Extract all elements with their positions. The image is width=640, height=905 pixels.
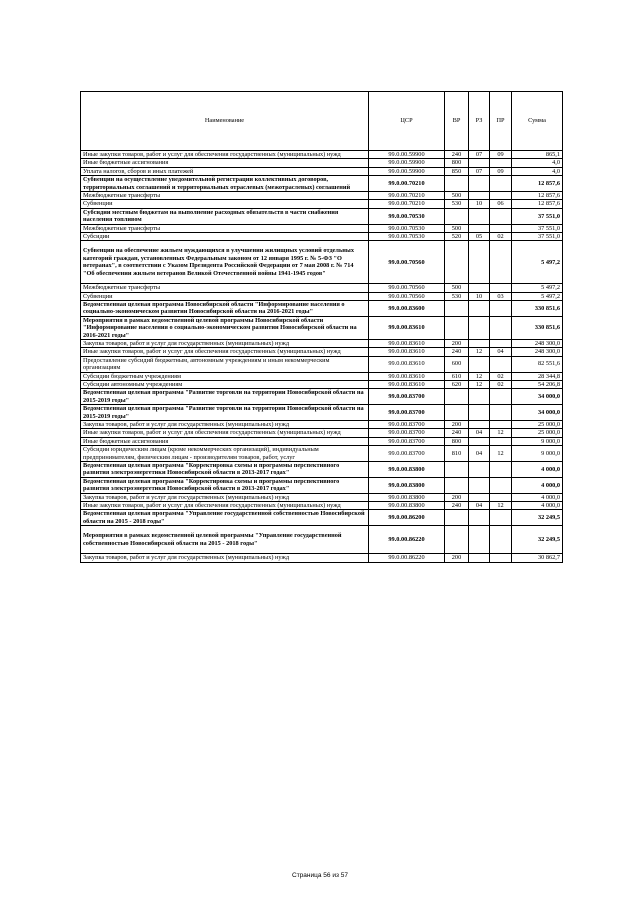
cell-csr: 99.0.00.83700 bbox=[369, 389, 445, 405]
cell-rz: 12 bbox=[469, 372, 490, 380]
cell-rz bbox=[469, 300, 490, 316]
table-header-row bbox=[81, 92, 563, 151]
table-row bbox=[81, 493, 563, 501]
cell-csr: 99.0.00.70560 bbox=[369, 292, 445, 300]
cell-vr bbox=[445, 462, 469, 478]
cell-sum: 248 300,0 bbox=[512, 339, 563, 347]
cell-rz bbox=[469, 159, 490, 167]
cell-sum: 32 249,5 bbox=[512, 526, 563, 554]
table-row bbox=[81, 167, 563, 175]
cell-pr bbox=[490, 284, 512, 292]
cell-rz: 05 bbox=[469, 233, 490, 241]
cell-name: Уплата налогов, сборов и иных платежей bbox=[81, 167, 369, 175]
cell-csr: 99.0.00.86200 bbox=[369, 510, 445, 526]
table-row bbox=[81, 554, 563, 562]
cell-sum: 12 857,6 bbox=[512, 192, 563, 200]
cell-csr: 99.0.00.83700 bbox=[369, 437, 445, 445]
cell-csr: 99.0.00.83700 bbox=[369, 446, 445, 462]
cell-csr: 99.0.00.70210 bbox=[369, 200, 445, 208]
cell-pr: 02 bbox=[490, 233, 512, 241]
cell-sum: 248 300,0 bbox=[512, 348, 563, 356]
cell-pr bbox=[490, 554, 512, 562]
cell-rz bbox=[469, 526, 490, 554]
cell-sum: 330 851,6 bbox=[512, 300, 563, 316]
cell-csr: 99.0.00.70560 bbox=[369, 241, 445, 284]
cell-csr: 99.0.00.70530 bbox=[369, 233, 445, 241]
cell-rz bbox=[469, 477, 490, 493]
cell-name: Субсидии автономным учреждениям bbox=[81, 380, 369, 388]
cell-name: Ведомственная целевая программа Новосибирской области "Информирование населения о социально-экономическом развитии Новосибирской области на 2016-2021 годы" bbox=[81, 300, 369, 316]
cell-name: Субсидии местным бюджетам на выполнение расходных обязательств в части снабжения населения топливом bbox=[81, 208, 369, 224]
table-row bbox=[81, 339, 563, 347]
cell-vr bbox=[445, 405, 469, 421]
cell-vr bbox=[445, 477, 469, 493]
cell-name: Предоставление субсидий бюджетным, автономным учреждениям и иным некоммерческим организациям bbox=[81, 356, 369, 372]
cell-pr bbox=[490, 224, 512, 232]
cell-sum: 32 249,5 bbox=[512, 510, 563, 526]
cell-pr bbox=[490, 316, 512, 339]
cell-name: Межбюджетные трансферты bbox=[81, 224, 369, 232]
cell-name: Закупка товаров, работ и услуг для государственных (муниципальных) нужд bbox=[81, 554, 369, 562]
table-row bbox=[81, 356, 563, 372]
cell-pr bbox=[490, 300, 512, 316]
cell-pr bbox=[490, 356, 512, 372]
cell-sum: 9 000,0 bbox=[512, 446, 563, 462]
cell-csr: 99.0.00.83610 bbox=[369, 380, 445, 388]
table-row bbox=[81, 233, 563, 241]
cell-sum: 25 000,0 bbox=[512, 421, 563, 429]
cell-rz: 04 bbox=[469, 446, 490, 462]
cell-name: Закупка товаров, работ и услуг для государственных (муниципальных) нужд bbox=[81, 339, 369, 347]
cell-rz bbox=[469, 208, 490, 224]
cell-pr: 02 bbox=[490, 372, 512, 380]
table-row bbox=[81, 292, 563, 300]
table-row bbox=[81, 151, 563, 159]
cell-vr: 520 bbox=[445, 233, 469, 241]
cell-sum: 5 497,2 bbox=[512, 241, 563, 284]
cell-pr: 09 bbox=[490, 151, 512, 159]
cell-name: Ведомственная целевая программа "Корректировка схемы и программы перспективного развития электроэнергетики Новосибирской области в 2013-2017 годах" bbox=[81, 477, 369, 493]
cell-csr: 99.0.00.70530 bbox=[369, 224, 445, 232]
cell-pr bbox=[490, 208, 512, 224]
header-rz: РЗ bbox=[469, 92, 490, 151]
cell-rz: 10 bbox=[469, 292, 490, 300]
cell-name: Ведомственная целевая программа "Корректировка схемы и программы перспективного развития электроэнергетики Новосибирской области в 2013-2017 годах" bbox=[81, 462, 369, 478]
cell-vr: 500 bbox=[445, 192, 469, 200]
cell-name: Закупка товаров, работ и услуг для государственных (муниципальных) нужд bbox=[81, 421, 369, 429]
cell-sum: 4 000,0 bbox=[512, 462, 563, 478]
cell-sum: 4 000,0 bbox=[512, 502, 563, 510]
cell-vr: 200 bbox=[445, 493, 469, 501]
cell-name: Субсидии бюджетным учреждениям bbox=[81, 372, 369, 380]
cell-pr: 12 bbox=[490, 502, 512, 510]
cell-rz: 07 bbox=[469, 167, 490, 175]
cell-rz bbox=[469, 437, 490, 445]
cell-rz bbox=[469, 462, 490, 478]
cell-rz: 04 bbox=[469, 502, 490, 510]
cell-csr: 99.0.00.83600 bbox=[369, 300, 445, 316]
cell-sum: 4 000,0 bbox=[512, 493, 563, 501]
table-row bbox=[81, 510, 563, 526]
cell-sum: 5 497,2 bbox=[512, 292, 563, 300]
cell-rz: 12 bbox=[469, 380, 490, 388]
cell-sum: 12 857,6 bbox=[512, 176, 563, 192]
cell-pr: 02 bbox=[490, 380, 512, 388]
cell-sum: 37 551,0 bbox=[512, 208, 563, 224]
cell-sum: 5 497,2 bbox=[512, 284, 563, 292]
cell-sum: 34 000,0 bbox=[512, 405, 563, 421]
cell-vr: 500 bbox=[445, 224, 469, 232]
cell-vr: 530 bbox=[445, 200, 469, 208]
cell-name: Иные бюджетные ассигнования bbox=[81, 159, 369, 167]
cell-vr: 200 bbox=[445, 339, 469, 347]
cell-pr: 04 bbox=[490, 348, 512, 356]
cell-rz bbox=[469, 316, 490, 339]
table-row bbox=[81, 405, 563, 421]
cell-name: Межбюджетные трансферты bbox=[81, 192, 369, 200]
cell-csr: 99.0.00.59900 bbox=[369, 151, 445, 159]
cell-rz bbox=[469, 554, 490, 562]
cell-vr bbox=[445, 510, 469, 526]
header-pr: ПР bbox=[490, 92, 512, 151]
table-row bbox=[81, 477, 563, 493]
cell-rz bbox=[469, 284, 490, 292]
cell-sum: 4,0 bbox=[512, 159, 563, 167]
table-body bbox=[81, 151, 563, 563]
cell-vr bbox=[445, 526, 469, 554]
cell-name: Ведомственная целевая программа "Развитие торговли на территории Новосибирской области на 2015-2019 годы" bbox=[81, 405, 369, 421]
cell-pr: 03 bbox=[490, 292, 512, 300]
cell-csr: 99.0.00.83610 bbox=[369, 356, 445, 372]
cell-sum: 865,1 bbox=[512, 151, 563, 159]
cell-vr bbox=[445, 208, 469, 224]
cell-csr: 99.0.00.86220 bbox=[369, 526, 445, 554]
cell-name: Ведомственная целевая программа "Развитие торговли на территории Новосибирской области на 2015-2019 годы" bbox=[81, 389, 369, 405]
cell-rz bbox=[469, 192, 490, 200]
cell-rz: 04 bbox=[469, 429, 490, 437]
header-csr: ЦСР bbox=[369, 92, 445, 151]
cell-rz bbox=[469, 339, 490, 347]
table-row bbox=[81, 176, 563, 192]
cell-rz bbox=[469, 176, 490, 192]
table-row bbox=[81, 300, 563, 316]
cell-sum: 4,0 bbox=[512, 167, 563, 175]
cell-csr: 99.0.00.70210 bbox=[369, 192, 445, 200]
cell-vr: 240 bbox=[445, 502, 469, 510]
cell-sum: 82 551,6 bbox=[512, 356, 563, 372]
cell-csr: 99.0.00.83700 bbox=[369, 429, 445, 437]
cell-rz: 12 bbox=[469, 348, 490, 356]
cell-sum: 37 551,0 bbox=[512, 224, 563, 232]
table-row bbox=[81, 502, 563, 510]
cell-name: Мероприятия в рамках ведомственной целевой программы "Управление государственной собственностью Новосибирской области на 2015 - 2018 годы" bbox=[81, 526, 369, 554]
cell-csr: 99.0.00.83800 bbox=[369, 493, 445, 501]
cell-pr bbox=[490, 405, 512, 421]
cell-name: Иные закупки товаров, работ и услуг для обеспечения государственных (муниципальных) нужд bbox=[81, 502, 369, 510]
table-row bbox=[81, 200, 563, 208]
table-row bbox=[81, 241, 563, 284]
table-row bbox=[81, 224, 563, 232]
table-row bbox=[81, 380, 563, 388]
cell-rz bbox=[469, 224, 490, 232]
cell-csr: 99.0.00.59900 bbox=[369, 167, 445, 175]
cell-csr: 99.0.00.83610 bbox=[369, 339, 445, 347]
cell-sum: 330 851,6 bbox=[512, 316, 563, 339]
cell-pr bbox=[490, 389, 512, 405]
cell-name: Закупка товаров, работ и услуг для государственных (муниципальных) нужд bbox=[81, 493, 369, 501]
cell-sum: 34 000,0 bbox=[512, 389, 563, 405]
cell-name: Субвенции на обеспечение жильем нуждающихся в улучшении жилищных условий отдельных категорий граждан, установленных Федеральным законом от 12 января 1995 г. № 5-ФЗ "О ветеранах", в соответствии с Указом Президента Российской Федерации от 7 мая 2008 г. № 714 "Об обеспечении жильем ветеранов Великой Отечественной войны 1941-1945 годов" bbox=[81, 241, 369, 284]
cell-sum: 9 000,0 bbox=[512, 437, 563, 445]
cell-vr: 800 bbox=[445, 159, 469, 167]
cell-name: Субвенции на осуществление уведомительной регистрации коллективных договоров, территориальных соглашений и территориальных отраслевых (межотраслевых) соглашений bbox=[81, 176, 369, 192]
header-sum: Сумма bbox=[512, 92, 563, 151]
table-row bbox=[81, 316, 563, 339]
cell-csr: 99.0.00.70530 bbox=[369, 208, 445, 224]
cell-rz: 07 bbox=[469, 151, 490, 159]
cell-vr: 850 bbox=[445, 167, 469, 175]
cell-csr: 99.0.00.83800 bbox=[369, 502, 445, 510]
cell-name: Иные закупки товаров, работ и услуг для обеспечения государственных (муниципальных) нужд bbox=[81, 429, 369, 437]
cell-vr bbox=[445, 316, 469, 339]
cell-csr: 99.0.00.70210 bbox=[369, 176, 445, 192]
cell-name: Иные закупки товаров, работ и услуг для обеспечения государственных (муниципальных) нужд bbox=[81, 151, 369, 159]
cell-pr bbox=[490, 526, 512, 554]
cell-rz bbox=[469, 510, 490, 526]
table-row bbox=[81, 389, 563, 405]
cell-name: Субсидии юридическим лицам (кроме некоммерческих организаций), индивидуальным предпринимателям, физическим лицам - производителям товаров, работ, услуг bbox=[81, 446, 369, 462]
cell-vr: 200 bbox=[445, 421, 469, 429]
cell-sum: 30 862,7 bbox=[512, 554, 563, 562]
table-row bbox=[81, 192, 563, 200]
cell-pr bbox=[490, 192, 512, 200]
cell-csr: 99.0.00.86220 bbox=[369, 554, 445, 562]
table-row bbox=[81, 462, 563, 478]
cell-sum: 37 551,0 bbox=[512, 233, 563, 241]
cell-pr bbox=[490, 510, 512, 526]
cell-vr bbox=[445, 389, 469, 405]
cell-vr: 240 bbox=[445, 348, 469, 356]
cell-csr: 99.0.00.83610 bbox=[369, 348, 445, 356]
cell-rz bbox=[469, 493, 490, 501]
header-vr: ВР bbox=[445, 92, 469, 151]
table-row bbox=[81, 421, 563, 429]
cell-vr: 800 bbox=[445, 437, 469, 445]
header-name: Наименование bbox=[81, 92, 369, 151]
cell-vr: 610 bbox=[445, 372, 469, 380]
cell-vr: 600 bbox=[445, 356, 469, 372]
cell-name: Иные бюджетные ассигнования bbox=[81, 437, 369, 445]
cell-rz bbox=[469, 405, 490, 421]
cell-rz bbox=[469, 389, 490, 405]
cell-csr: 99.0.00.83800 bbox=[369, 462, 445, 478]
table-row bbox=[81, 284, 563, 292]
cell-name: Иные закупки товаров, работ и услуг для обеспечения государственных (муниципальных) нужд bbox=[81, 348, 369, 356]
cell-sum: 54 206,8 bbox=[512, 380, 563, 388]
table-row bbox=[81, 348, 563, 356]
cell-pr bbox=[490, 477, 512, 493]
cell-vr: 240 bbox=[445, 151, 469, 159]
table-row bbox=[81, 437, 563, 445]
cell-pr bbox=[490, 437, 512, 445]
cell-name: Субвенции bbox=[81, 200, 369, 208]
cell-csr: 99.0.00.83700 bbox=[369, 421, 445, 429]
cell-csr: 99.0.00.70560 bbox=[369, 284, 445, 292]
cell-sum: 25 000,0 bbox=[512, 429, 563, 437]
cell-csr: 99.0.00.83800 bbox=[369, 477, 445, 493]
cell-vr bbox=[445, 176, 469, 192]
table-row bbox=[81, 429, 563, 437]
cell-rz bbox=[469, 421, 490, 429]
cell-pr bbox=[490, 493, 512, 501]
cell-pr bbox=[490, 339, 512, 347]
cell-vr: 240 bbox=[445, 429, 469, 437]
cell-pr bbox=[490, 462, 512, 478]
cell-rz bbox=[469, 241, 490, 284]
budget-table bbox=[80, 91, 563, 563]
table-row bbox=[81, 446, 563, 462]
cell-vr bbox=[445, 300, 469, 316]
cell-rz: 10 bbox=[469, 200, 490, 208]
cell-csr: 99.0.00.59900 bbox=[369, 159, 445, 167]
table-row bbox=[81, 159, 563, 167]
page-number: Страница 56 из 57 bbox=[292, 872, 348, 879]
cell-name: Межбюджетные трансферты bbox=[81, 284, 369, 292]
cell-vr: 620 bbox=[445, 380, 469, 388]
cell-name: Ведомственная целевая программа "Управление государственной собственностью Новосибирской области на 2015 - 2018 годы" bbox=[81, 510, 369, 526]
cell-pr: 12 bbox=[490, 429, 512, 437]
cell-csr: 99.0.00.83610 bbox=[369, 372, 445, 380]
cell-sum: 4 000,0 bbox=[512, 477, 563, 493]
cell-pr: 09 bbox=[490, 167, 512, 175]
cell-vr: 810 bbox=[445, 446, 469, 462]
cell-vr: 500 bbox=[445, 284, 469, 292]
cell-pr bbox=[490, 176, 512, 192]
cell-vr bbox=[445, 241, 469, 284]
table-row bbox=[81, 208, 563, 224]
table-row bbox=[81, 526, 563, 554]
cell-name: Субсидии bbox=[81, 233, 369, 241]
cell-sum: 12 857,6 bbox=[512, 200, 563, 208]
cell-rz bbox=[469, 356, 490, 372]
cell-csr: 99.0.00.83700 bbox=[369, 405, 445, 421]
cell-csr: 99.0.00.83610 bbox=[369, 316, 445, 339]
cell-sum: 28 344,8 bbox=[512, 372, 563, 380]
cell-name: Субвенции bbox=[81, 292, 369, 300]
cell-pr: 06 bbox=[490, 200, 512, 208]
cell-pr bbox=[490, 241, 512, 284]
cell-vr: 530 bbox=[445, 292, 469, 300]
cell-pr bbox=[490, 421, 512, 429]
cell-vr: 200 bbox=[445, 554, 469, 562]
cell-pr bbox=[490, 159, 512, 167]
table-row bbox=[81, 372, 563, 380]
cell-pr: 12 bbox=[490, 446, 512, 462]
cell-name: Мероприятия в рамках ведомственной целевой программы Новосибирской области "Информирование населения о социально-экономическом развитии Новосибирской области на 2016-2021 годы" bbox=[81, 316, 369, 339]
